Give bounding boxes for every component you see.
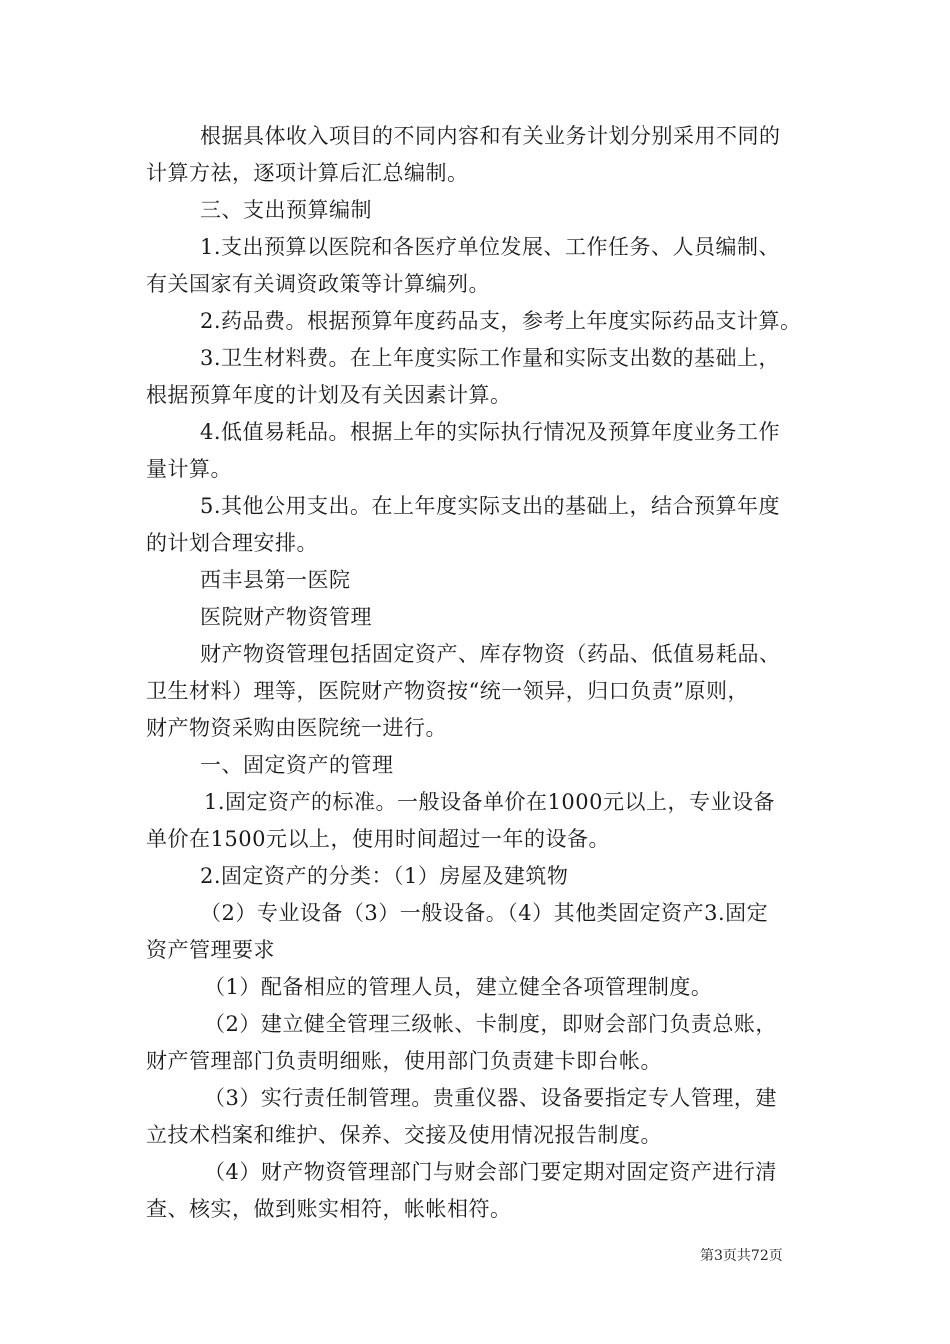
- body-line: 1.固定资产的标准。一般设备单价在1000元以上，专业设备: [204, 790, 775, 814]
- body-line: （4）财产物资管理部门与财会部门要定期对固定资产进行清: [204, 1160, 777, 1184]
- section-heading: 三、支出预算编制: [200, 198, 372, 222]
- body-line: 计算方祛，逐项计算后汇总编制。: [146, 161, 469, 185]
- body-line: 量计算。: [146, 457, 232, 481]
- body-line: 的计划合理安排。: [146, 531, 318, 555]
- section-heading: 一、固定资产的管理: [200, 753, 394, 777]
- body-line: 4.低值易耗品。根据上年的实际执行情况及预算年度业务工作: [200, 420, 781, 444]
- body-line: 查、核实，做到账实相符，帐帐相符。: [146, 1197, 512, 1221]
- body-line: 2.药品费。根据预算年度药品支，参考上年度实际药品支计算。: [200, 309, 802, 333]
- body-line: （1）配备相应的管理人员，建立健全各项管理制度。: [204, 975, 713, 999]
- body-line: 立技术档案和维护、保养、交接及使用情况报告制度。: [146, 1123, 662, 1147]
- body-line: 根据预算年度的计划及有关因素计算。: [146, 383, 512, 407]
- body-line: 1.支出预算以医院和各医疗单位发展、工作任务、人员编制、: [200, 235, 781, 259]
- page-number: 第3页共72页: [700, 1248, 783, 1264]
- body-line: 3.卫生材料费。在上年度实际工作量和实际支出数的基础上，: [200, 346, 781, 370]
- body-line: 资产管理要求: [146, 938, 275, 962]
- body-line: 卫生材料）理等，医院财产物资按“统一领异，归口负责”原则，: [146, 679, 749, 703]
- organization-name: 西丰县第一医院: [200, 568, 351, 592]
- body-line: 有关国家有关调资政策等计算编列。: [146, 272, 490, 296]
- body-line: 财产物资管理包括固定资产、库存物资（药品、低值易耗品、: [200, 642, 781, 666]
- body-line: （2）建立健全管理三级帐、卡制度，即财会部门负责总账，: [204, 1012, 777, 1036]
- body-line: 5.其他公用支出。在上年度实际支出的基础上，结合预算年度: [200, 494, 781, 518]
- body-line: 财产物资采购由医院统一进行。: [146, 716, 447, 740]
- body-line: 根据具体收入项目的不同内容和有关业务计划分别采用不同的: [200, 124, 781, 148]
- body-line: （2）专业设备（3）一般设备。（4）其他类固定资产3.固定: [200, 901, 769, 925]
- body-line: 财产管理部门负责明细账，使用部门负责建卡即台帐。: [146, 1049, 662, 1073]
- section-title: 医院财产物资管理: [200, 605, 372, 629]
- body-line: （3）实行责任制管理。贵重仪器、设备要指定专人管理，建: [204, 1086, 777, 1110]
- body-line: 单价在1500元以上，使用时间超过一年的设备。: [146, 827, 610, 851]
- body-line: 2.固定资产的分类：（1）房屋及建筑物: [200, 864, 569, 888]
